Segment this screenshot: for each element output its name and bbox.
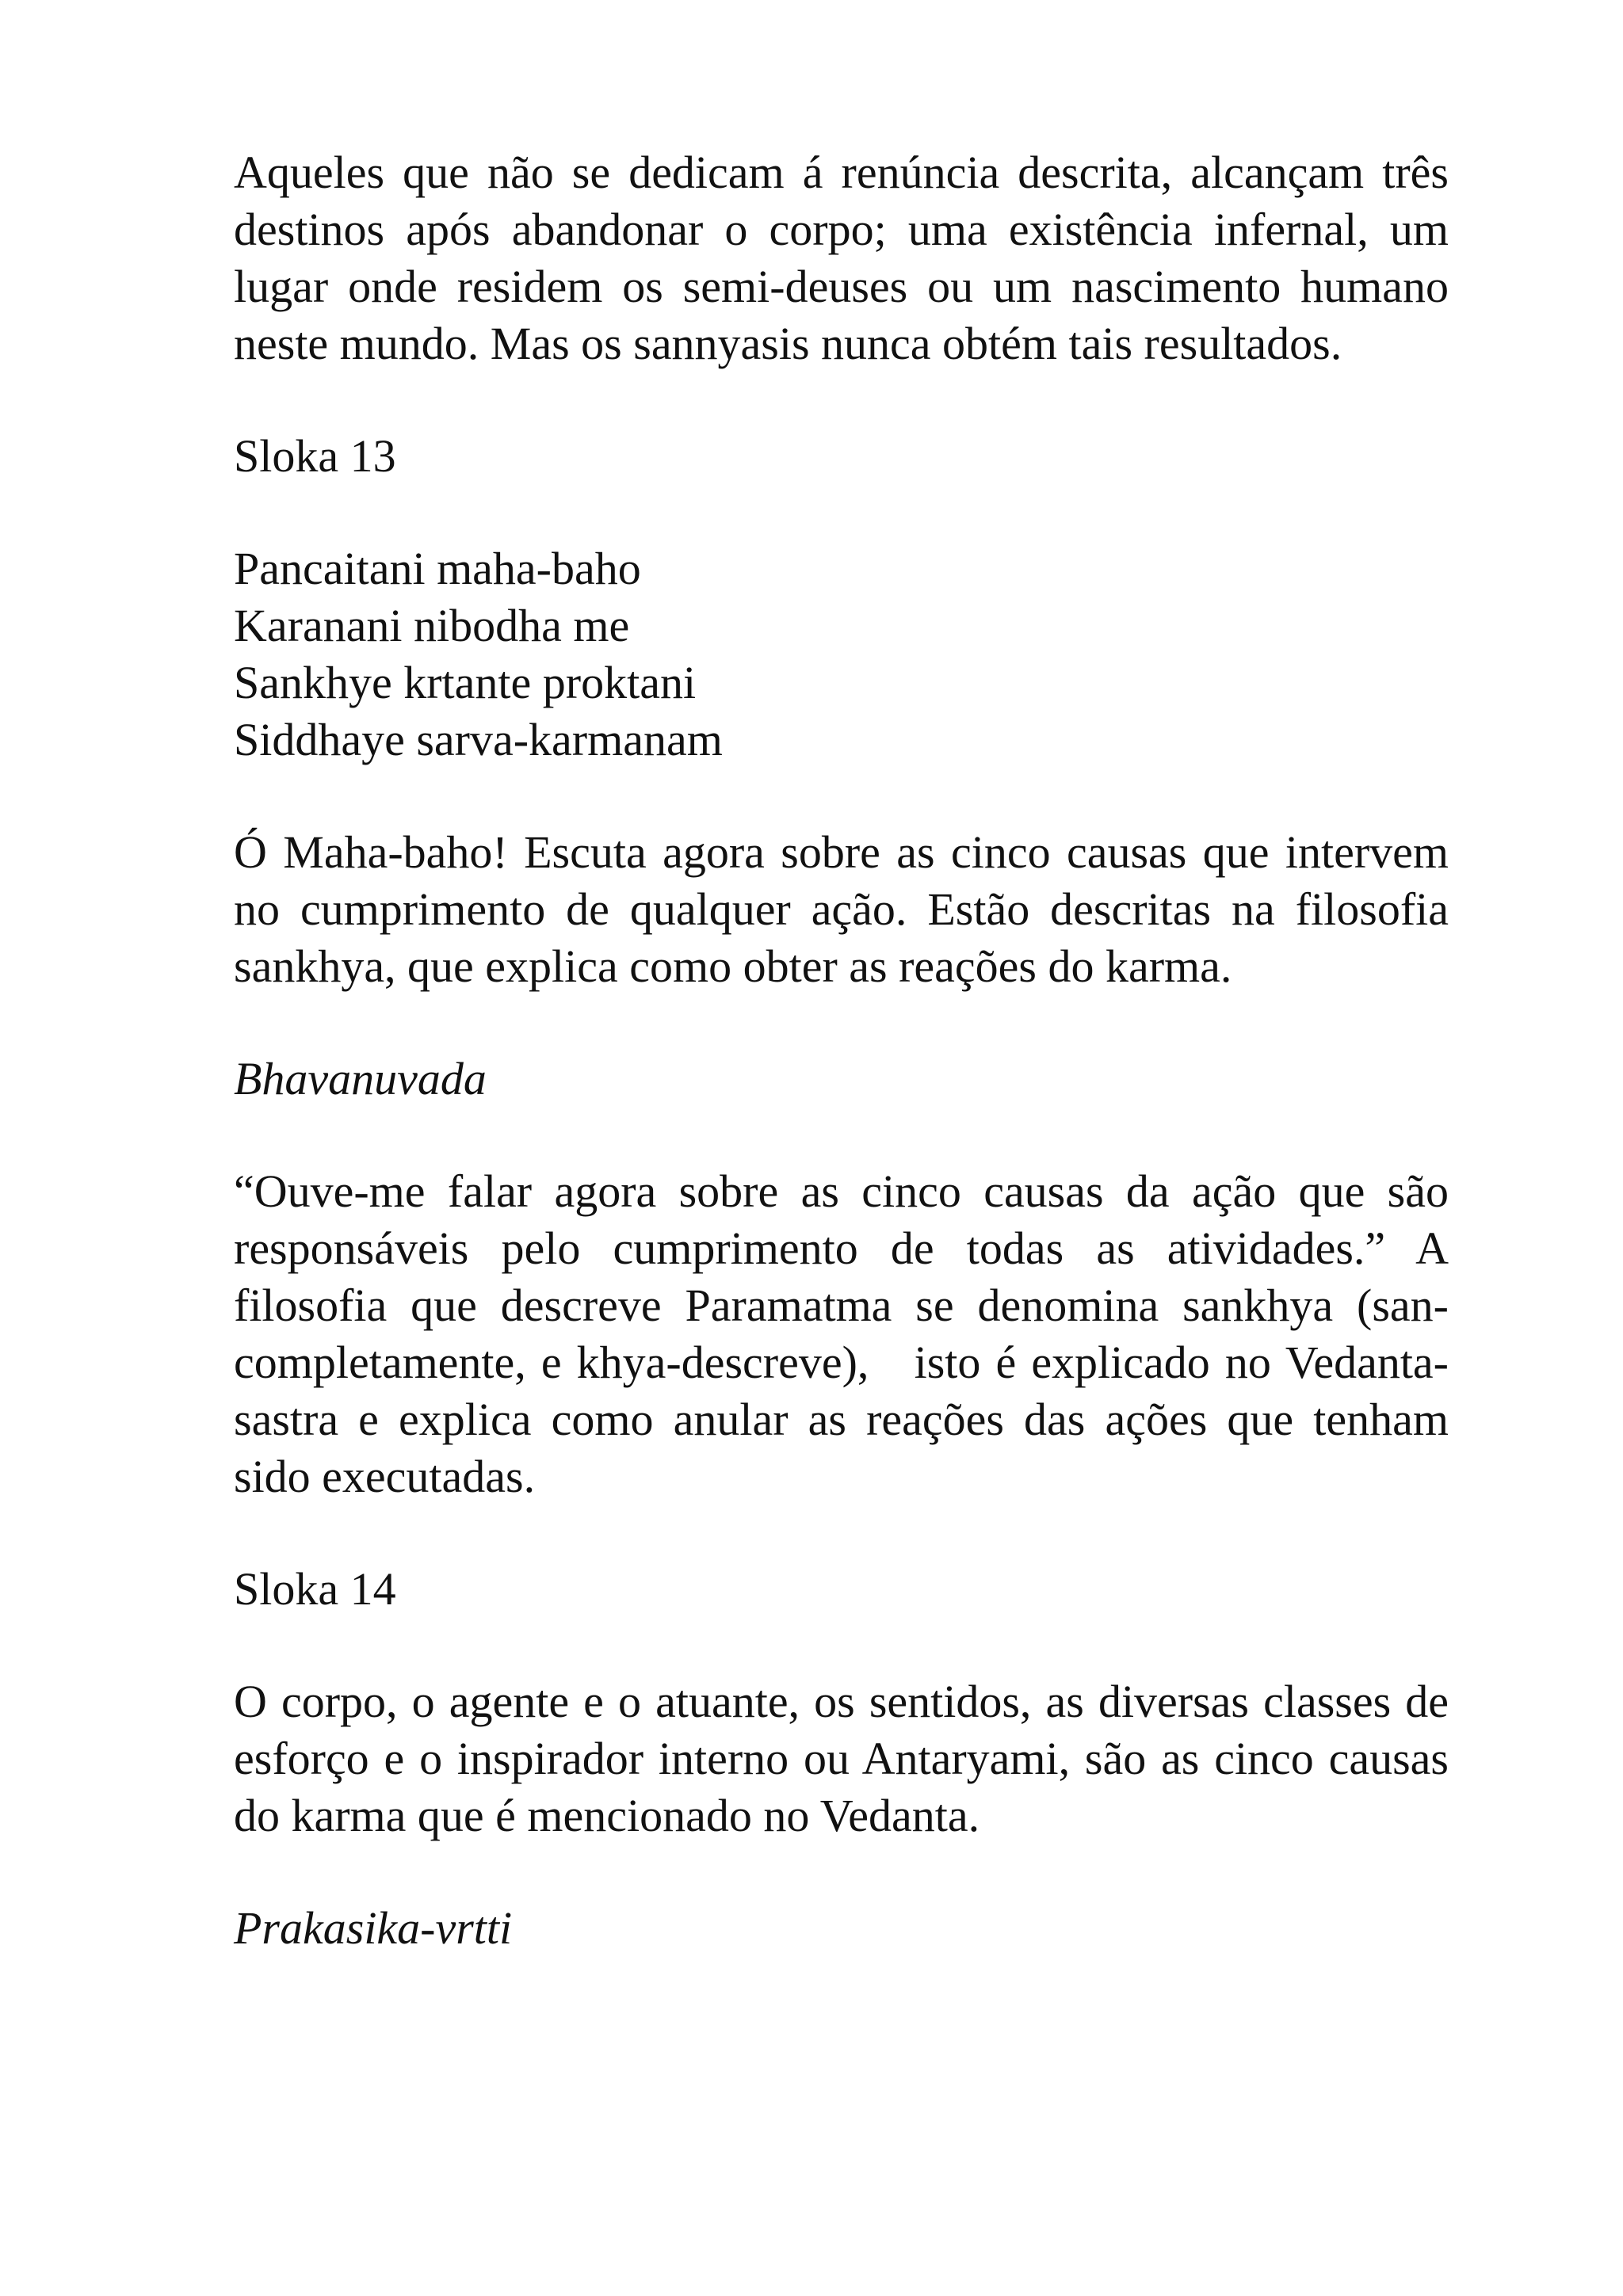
sloka-13-translation: Ó Maha-baho! Escuta agora sobre as cinco causas que intervem no cumprimento de qualquer ação. Estão descritas na filosofia sankhya, que explica como obter as reações do karma. — [234, 826, 1449, 992]
sloka-14-translation: O corpo, o agente e o atuante, os sentidos, as diversas classes de esforço e o inspirador interno ou Antaryami, são as cinco causas do karma que é mencionado no Vedanta. — [234, 1676, 1449, 1841]
document-body — [234, 144, 1461, 2012]
bhavanuvada-commentary: “Ouve-me falar agora sobre as cinco causas da ação que são responsáveis pelo cumprimento de todas as atividades.” A filosofia que descreve Paramatma se denomina sankhya (san-completamente, e khya-descreve), isto é explicado no Vedanta-sastra e explica como anular as reações das ações que tenham sido executadas. — [234, 1165, 1461, 1502]
sloka-13-heading: Sloka 13 — [234, 430, 396, 482]
verse-line: Sankhye krtante proktani — [234, 657, 697, 708]
verse-line: Karanani nibodha me — [234, 600, 630, 651]
verse-line: Siddhaye sarva-karmanam — [234, 714, 723, 765]
sloka-13-verse — [234, 540, 1449, 769]
sloka-14-heading: Sloka 14 — [234, 1563, 396, 1615]
bhavanuvada-heading: Bhavanuvada — [234, 1053, 487, 1104]
prakasika-vrtti-heading: Prakasika-vrtti — [234, 1902, 513, 1954]
verse-line: Pancaitani maha-baho — [234, 543, 641, 594]
paragraph-renunciation-destinies: Aqueles que não se dedicam á renúncia descrita, alcançam três destinos após abandonar o corpo; uma existência infernal, um lugar onde residem os semi-deuses ou um nascimento humano neste mundo. Mas os sannyasis nunca obtém tais resultados. — [234, 147, 1449, 369]
